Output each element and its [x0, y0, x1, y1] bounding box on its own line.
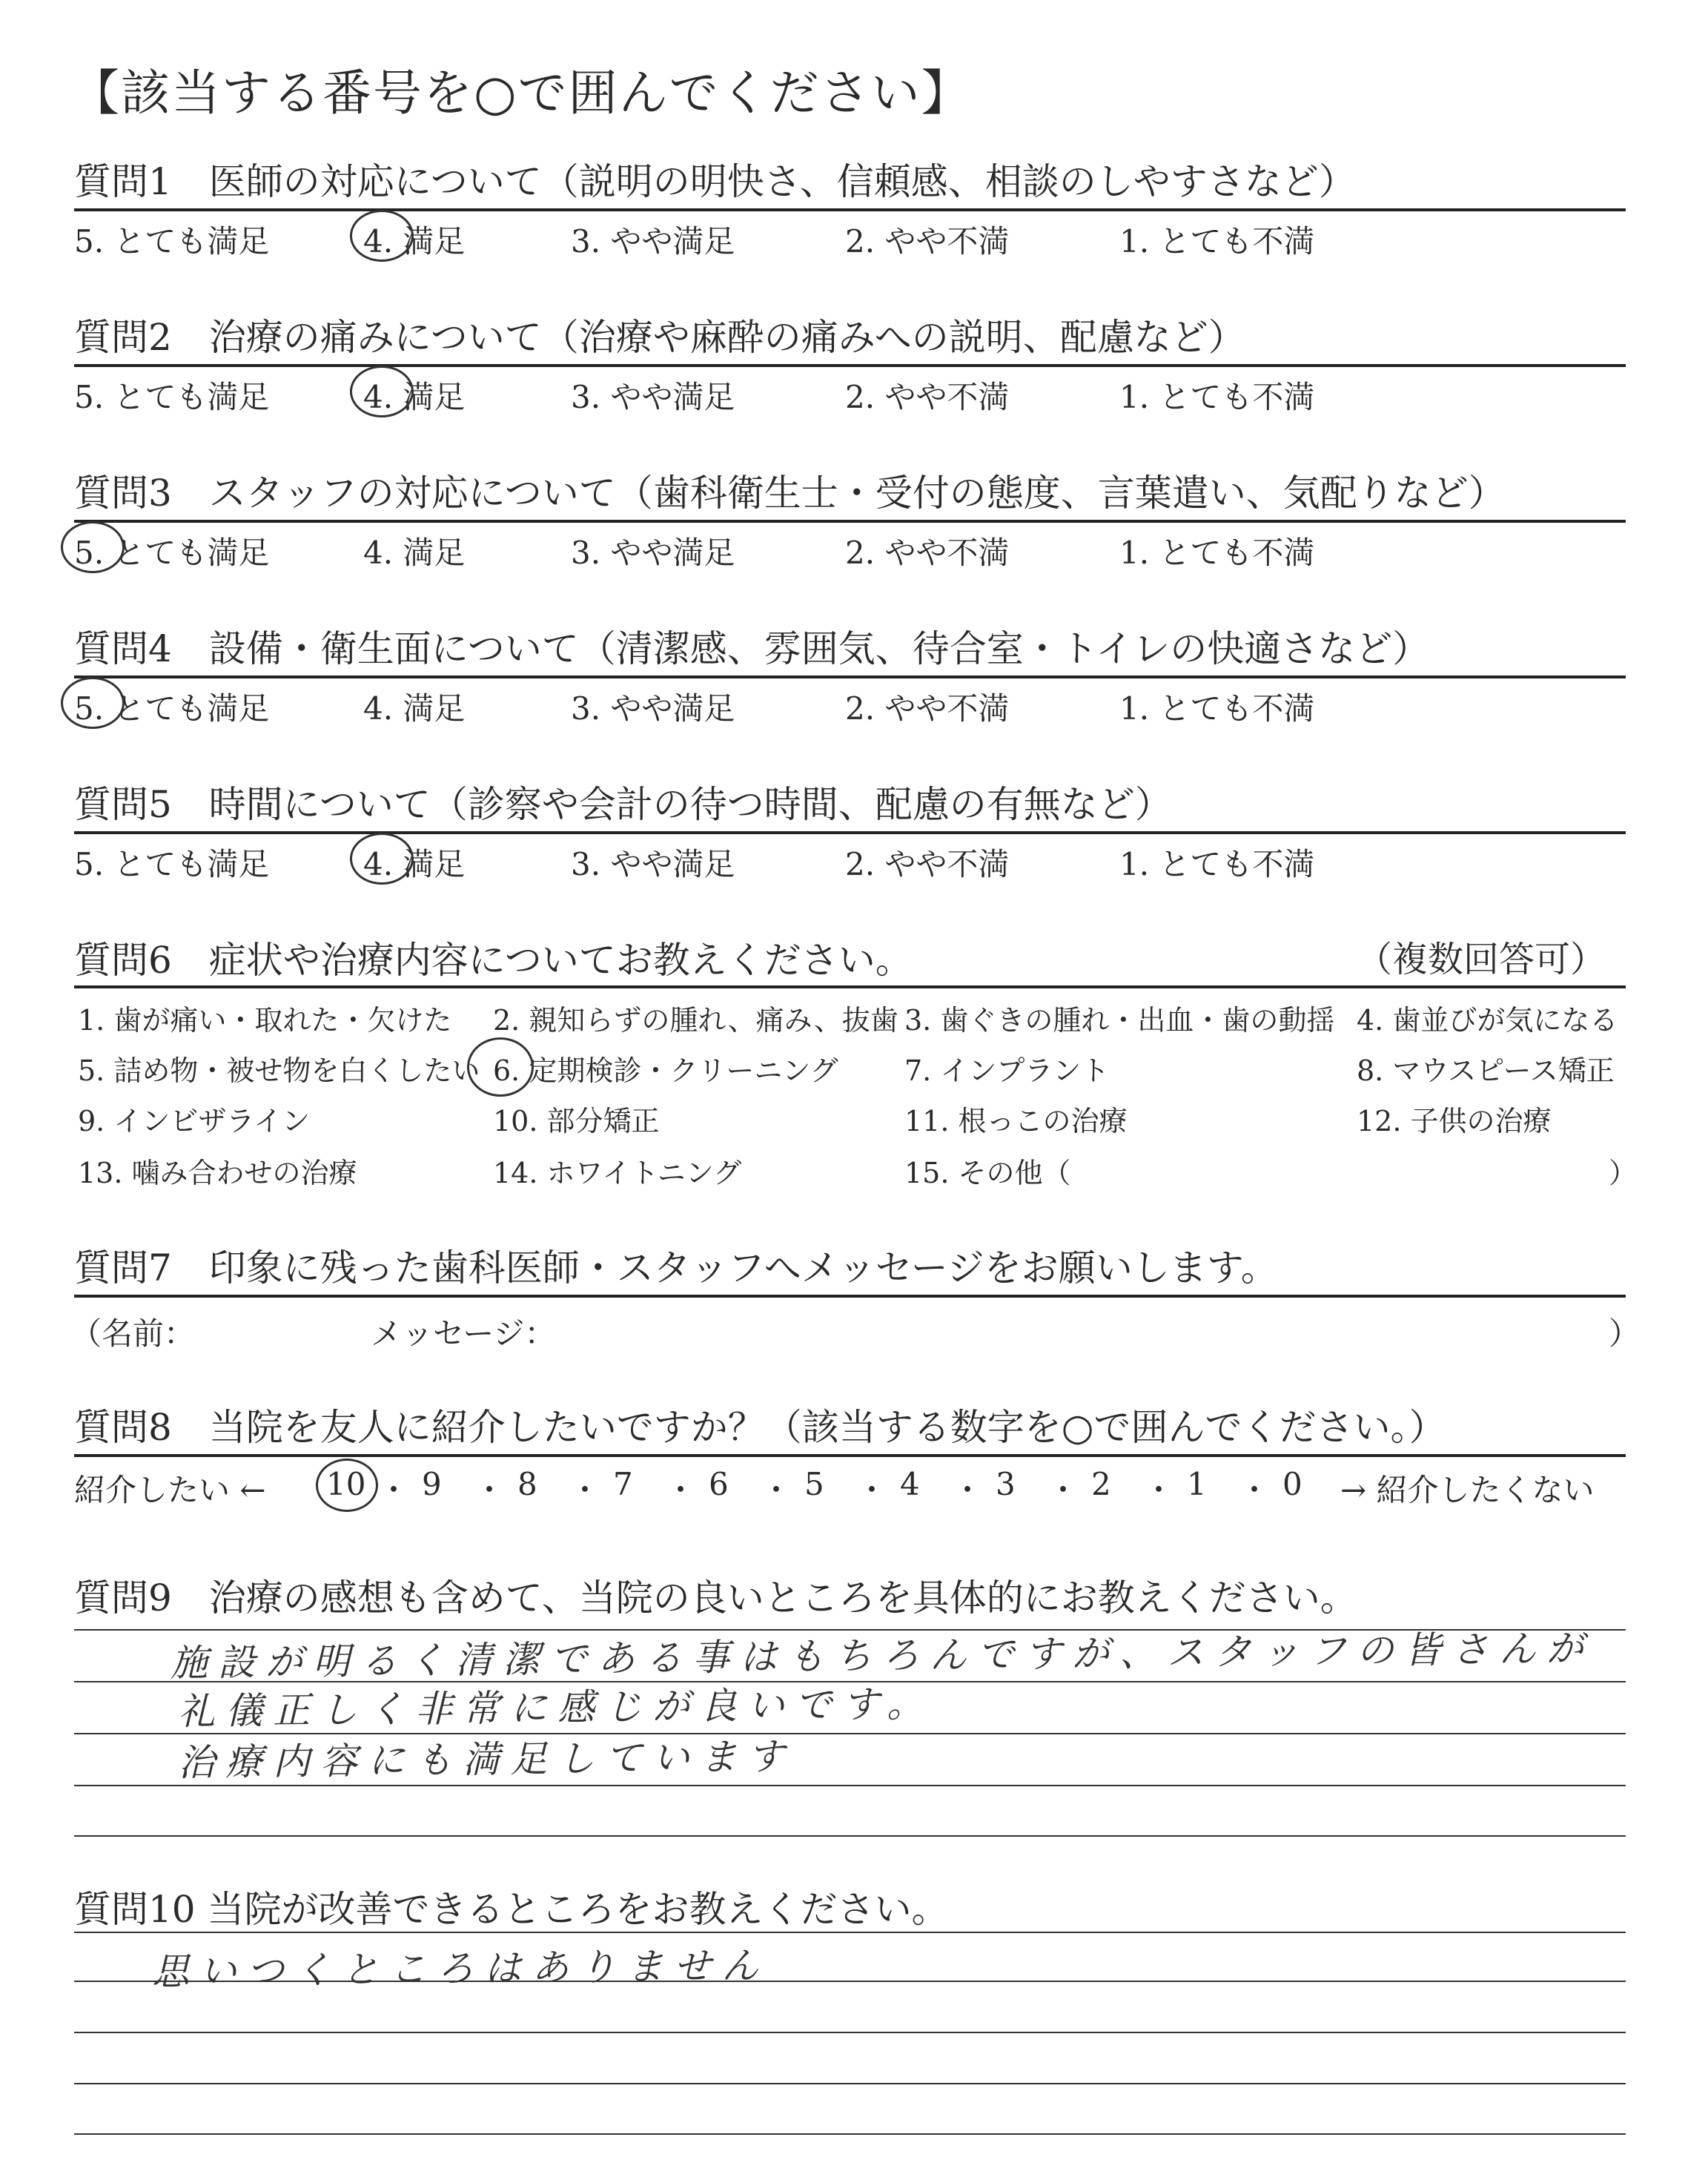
symptom-option[interactable]: 3. 歯ぐきの腫れ・出血・歯の動揺 — [904, 1004, 1335, 1037]
symptom-option[interactable]: 13. 噛み合わせの治療 — [78, 1157, 357, 1189]
selection-circle-mark — [61, 677, 125, 729]
rating-option[interactable]: 5. とても満足 — [74, 690, 270, 727]
symptom-option[interactable]: 6. 定期検診・クリーニング — [493, 1054, 838, 1087]
symptom-option[interactable]: 7. インプラント — [904, 1054, 1110, 1087]
selection-circle-mark — [350, 210, 414, 262]
symptom-option[interactable]: 10. 部分矯正 — [493, 1105, 660, 1137]
symptom-option[interactable]: 11. 根っこの治療 — [904, 1105, 1128, 1137]
question-5-rule — [74, 831, 1626, 834]
recommend-right-label: → 紹介したくない — [1340, 1472, 1595, 1508]
rating-option[interactable]: 1. とても不満 — [1119, 223, 1315, 260]
rating-option[interactable]: 4. 満足 — [363, 535, 466, 571]
symptom-option[interactable]: 5. 詰め物・被せ物を白くしたい — [78, 1054, 480, 1087]
rating-option[interactable]: 3. やや満足 — [571, 690, 735, 727]
recommend-score-7[interactable]: 7 — [613, 1466, 633, 1502]
question-6-title: 質問6 症状や治療内容についてお教えください。 — [74, 939, 913, 982]
question-10-title: 質問10 当院が改善できるところをお教えください。 — [74, 1888, 949, 1931]
symptom-option[interactable]: 8. マウスピース矯正 — [1357, 1054, 1615, 1087]
selection-circle-mark — [350, 833, 414, 885]
recommend-score-9[interactable]: 9 — [422, 1466, 442, 1502]
recommend-score-1[interactable]: 1 — [1187, 1466, 1207, 1502]
question-4-rule — [74, 676, 1626, 678]
question-7-title: 質問7 印象に残った歯科医師・スタッフへメッセージをお願いします。 — [74, 1246, 1278, 1289]
selection-circle-mark — [350, 366, 414, 417]
rating-option[interactable]: 1. とても不満 — [1119, 379, 1315, 415]
symptom-option[interactable]: 2. 親知らずの腫れ、痛み、抜歯 — [493, 1004, 898, 1037]
recommend-left-label: 紹介したい ← — [74, 1472, 266, 1508]
question-6-note: （複数回答可） — [1357, 939, 1606, 980]
rating-option[interactable]: 4. 満足 — [363, 690, 466, 727]
symptom-option[interactable]: 12. 子供の治療 — [1357, 1105, 1552, 1137]
selection-circle-mark — [61, 521, 125, 573]
rating-option[interactable]: 5. とても満足 — [74, 846, 270, 882]
answer-line — [74, 1932, 1626, 1933]
scale-separator: ・ — [1047, 1472, 1079, 1508]
question-5-title: 質問5 時間について（診察や会計の待つ時間、配慮の有無など） — [74, 783, 1172, 826]
question-3-rule — [74, 520, 1626, 523]
question-8-title: 質問8 当院を友人に紹介したいですか？（該当する数字を○で囲んでください。） — [74, 1406, 1446, 1449]
rating-option[interactable]: 3. やや満足 — [571, 223, 735, 260]
rating-option[interactable]: 4. 満足 — [363, 379, 466, 415]
q9-handwritten-line-3: 治療内容にも満足しています — [177, 1734, 795, 1785]
page-header: 【該当する番号を○で囲んでください】 — [70, 65, 972, 122]
recommend-score-10[interactable]: 10 — [326, 1466, 366, 1502]
recommend-score-3[interactable]: 3 — [996, 1466, 1016, 1502]
scale-separator: ・ — [378, 1472, 410, 1508]
answer-line — [74, 2083, 1626, 2084]
question-8-rule — [74, 1454, 1626, 1457]
scale-separator: ・ — [1239, 1472, 1271, 1508]
answer-line — [74, 2133, 1626, 2135]
recommend-score-5[interactable]: 5 — [804, 1466, 824, 1502]
answer-line — [74, 2032, 1626, 2033]
rating-option[interactable]: 3. やや満足 — [571, 535, 735, 571]
question-6-rule — [74, 985, 1626, 988]
recommend-score-4[interactable]: 4 — [900, 1466, 920, 1502]
rating-option[interactable]: 5. とても満足 — [74, 379, 270, 415]
q9-handwritten-line-2: 礼儀正しく非常に感じが良いです。 — [177, 1682, 935, 1734]
scale-separator: ・ — [569, 1472, 601, 1508]
rating-option[interactable]: 2. やや不満 — [845, 223, 1010, 260]
selection-circle-mark — [467, 1037, 534, 1097]
rating-option[interactable]: 2. やや不満 — [845, 535, 1010, 571]
rating-option[interactable]: 3. やや満足 — [571, 379, 735, 415]
question-3-title: 質問3 スタッフの対応について（歯科衛生士・受付の態度、言葉遣い、気配りなど） — [74, 472, 1506, 515]
answer-line — [74, 1835, 1626, 1837]
scale-separator: ・ — [952, 1472, 984, 1508]
other-close-paren: ） — [1609, 1157, 1638, 1189]
symptom-option[interactable]: 15. その他（ — [904, 1157, 1071, 1189]
symptom-option[interactable]: 4. 歯並びが気になる — [1357, 1004, 1618, 1037]
scale-separator: ・ — [665, 1472, 697, 1508]
scale-separator: ・ — [1143, 1472, 1175, 1508]
rating-option[interactable]: 5. とても満足 — [74, 535, 270, 571]
scale-separator: ・ — [761, 1472, 792, 1508]
q10-handwritten-line-1: 思いつくところはありません — [151, 1943, 769, 1994]
question-4-title: 質問4 設備・衛生面について（清潔感、雰囲気、待合室・トイレの快適さなど） — [74, 627, 1430, 670]
rating-option[interactable]: 1. とても不満 — [1119, 535, 1315, 571]
question-1-title: 質問1 医師の対応について（説明の明快さ、信頼感、相談のしやすさなど） — [74, 160, 1356, 203]
q9-handwritten-line-1: 施設が明るく清潔である事はもちろんですが、スタッフの皆さんが — [170, 1626, 1595, 1685]
message-label: メッセージ： — [371, 1315, 556, 1352]
question-9-title: 質問9 治療の感想も含めて、当院の良いところを具体的にお教えください。 — [74, 1576, 1357, 1619]
question-2-title: 質問2 治療の痛みについて（治療や麻酔の痛みへの説明、配慮など） — [74, 316, 1245, 359]
recommend-score-8[interactable]: 8 — [517, 1466, 537, 1502]
name-label: （名前： — [70, 1315, 196, 1352]
recommend-score-0[interactable]: 0 — [1282, 1466, 1302, 1502]
question-7-rule — [74, 1295, 1626, 1298]
question-1-rule — [74, 208, 1626, 211]
rating-option[interactable]: 1. とても不満 — [1119, 846, 1315, 882]
rating-option[interactable]: 2. やや不満 — [845, 690, 1010, 727]
rating-option[interactable]: 2. やや不満 — [845, 379, 1010, 415]
message-close-paren: ） — [1609, 1315, 1641, 1352]
symptom-option[interactable]: 14. ホワイトニング — [493, 1157, 742, 1189]
scale-separator: ・ — [474, 1472, 506, 1508]
symptom-option[interactable]: 9. インビザライン — [78, 1105, 311, 1137]
rating-option[interactable]: 4. 満足 — [363, 846, 466, 882]
rating-option[interactable]: 1. とても不満 — [1119, 690, 1315, 727]
rating-option[interactable]: 5. とても満足 — [74, 223, 270, 260]
scale-separator: ・ — [856, 1472, 888, 1508]
recommend-score-6[interactable]: 6 — [709, 1466, 729, 1502]
selection-circle-mark — [316, 1459, 378, 1512]
recommend-score-2[interactable]: 2 — [1091, 1466, 1111, 1502]
rating-option[interactable]: 3. やや満足 — [571, 846, 735, 882]
rating-option[interactable]: 2. やや不満 — [845, 846, 1010, 882]
symptom-option[interactable]: 1. 歯が痛い・取れた・欠けた — [78, 1004, 452, 1037]
rating-option[interactable]: 4. 満足 — [363, 223, 466, 260]
question-2-rule — [74, 364, 1626, 367]
